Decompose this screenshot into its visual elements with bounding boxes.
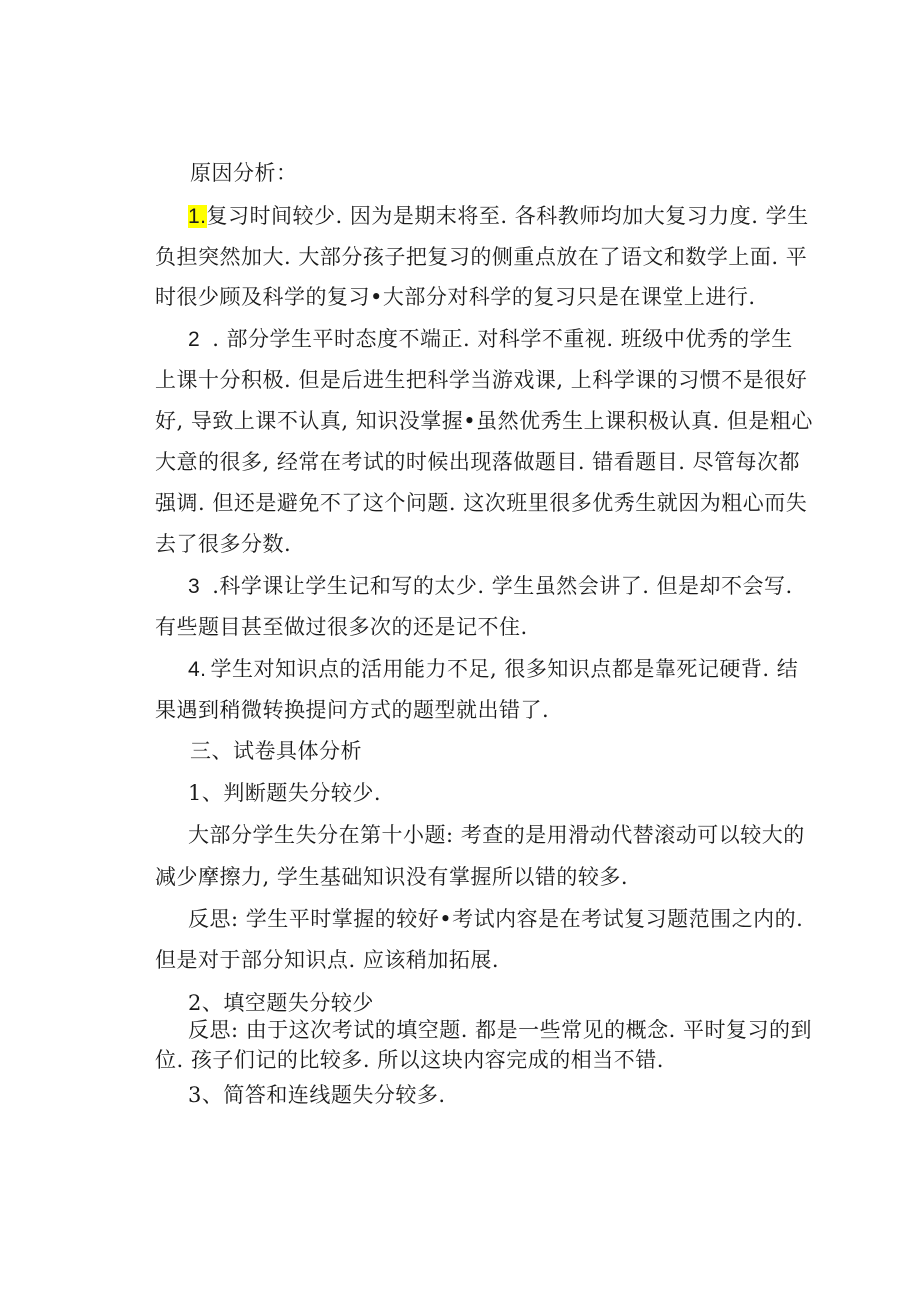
paragraph-3-line-1	[188, 573, 793, 600]
paragraph-2-line-6: 去了很多分数.	[155, 532, 292, 556]
paragraph-1-line-1	[188, 203, 809, 230]
item-number-1: 1.	[188, 205, 207, 228]
item-number-3: 3	[188, 575, 201, 598]
paragraph-2-line-2: 上课十分积极. 但是后进生把科学当游戏课, 上科学课的习惯不是很好	[155, 368, 808, 392]
paragraph-4-line-1	[188, 656, 798, 683]
paragraph-2-line-4: 大意的很多, 经常在考试的时候出现落做题目. 错看题目. 尽管每次都	[155, 450, 801, 474]
subsection-3-title: 3、简答和连线题失分较多.	[188, 1083, 446, 1107]
section-3-heading: 三、试卷具体分析	[190, 739, 362, 763]
subsection-1-title: 1、判断题失分较少.	[188, 781, 382, 805]
paragraph-2-text-1: . 部分学生平时态度不端正. 对科学不重视. 班级中优秀的学生	[212, 327, 793, 351]
paragraph-2-line-1	[188, 326, 793, 353]
paragraph-1-line-3: 时很少顾及科学的复习•大部分对科学的复习只是在课堂上进行.	[155, 285, 756, 309]
subsection-2-title: 2、填空题失分较少	[188, 991, 374, 1015]
paragraph-1-line-2: 负担突然加大. 大部分孩子把复习的侧重点放在了语文和数学上面. 平	[155, 245, 808, 269]
paragraph-1-text-1: 复习时间较少. 因为是期末将至. 各科教师均加大复习力度. 学生	[206, 204, 809, 228]
subsection-2-reflection-2: 位. 孩子们记的比较多. 所以这块内容完成的相当不错.	[155, 1048, 664, 1072]
paragraph-4-line-2: 果遇到稍微转换提问方式的题型就出错了.	[155, 698, 550, 722]
subsection-1-line-2: 减少摩擦力, 学生基础知识没有掌握所以错的较多.	[155, 865, 629, 889]
paragraph-3-text-1: .科学课让学生记和写的太少. 学生虽然会讲了. 但是却不会写.	[212, 574, 793, 598]
subsection-1-reflection-2: 但是对于部分知识点. 应该稍加拓展.	[155, 948, 500, 972]
subsection-2-reflection-1: 反思: 由于这次考试的填空题. 都是一些常见的概念. 平时复习的到	[188, 1018, 812, 1042]
item-number-4: 4.	[188, 658, 207, 681]
heading-reason-analysis: 原因分析：	[190, 161, 298, 185]
subsection-1-reflection-1: 反思: 学生平时掌握的较好•考试内容是在考试复习题范围之内的.	[188, 907, 804, 931]
paragraph-2-line-5: 强调. 但还是避免不了这个问题. 这次班里很多优秀生就因为粗心而失	[155, 491, 808, 515]
paragraph-2-line-3: 好, 导致上课不认真, 知识没掌握•虽然优秀生上课积极认真. 但是粗心	[155, 409, 813, 433]
paragraph-3-line-2: 有些题目甚至做过很多次的还是记不住.	[155, 615, 528, 639]
paragraph-4-text-1: 学生对知识点的活用能力不足, 很多知识点都是靠死记硬背. 结	[210, 657, 799, 681]
item-number-2: 2	[188, 328, 201, 351]
subsection-1-line-1: 大部分学生失分在第十小题: 考查的是用滑动代替滚动可以较大的	[188, 823, 805, 847]
